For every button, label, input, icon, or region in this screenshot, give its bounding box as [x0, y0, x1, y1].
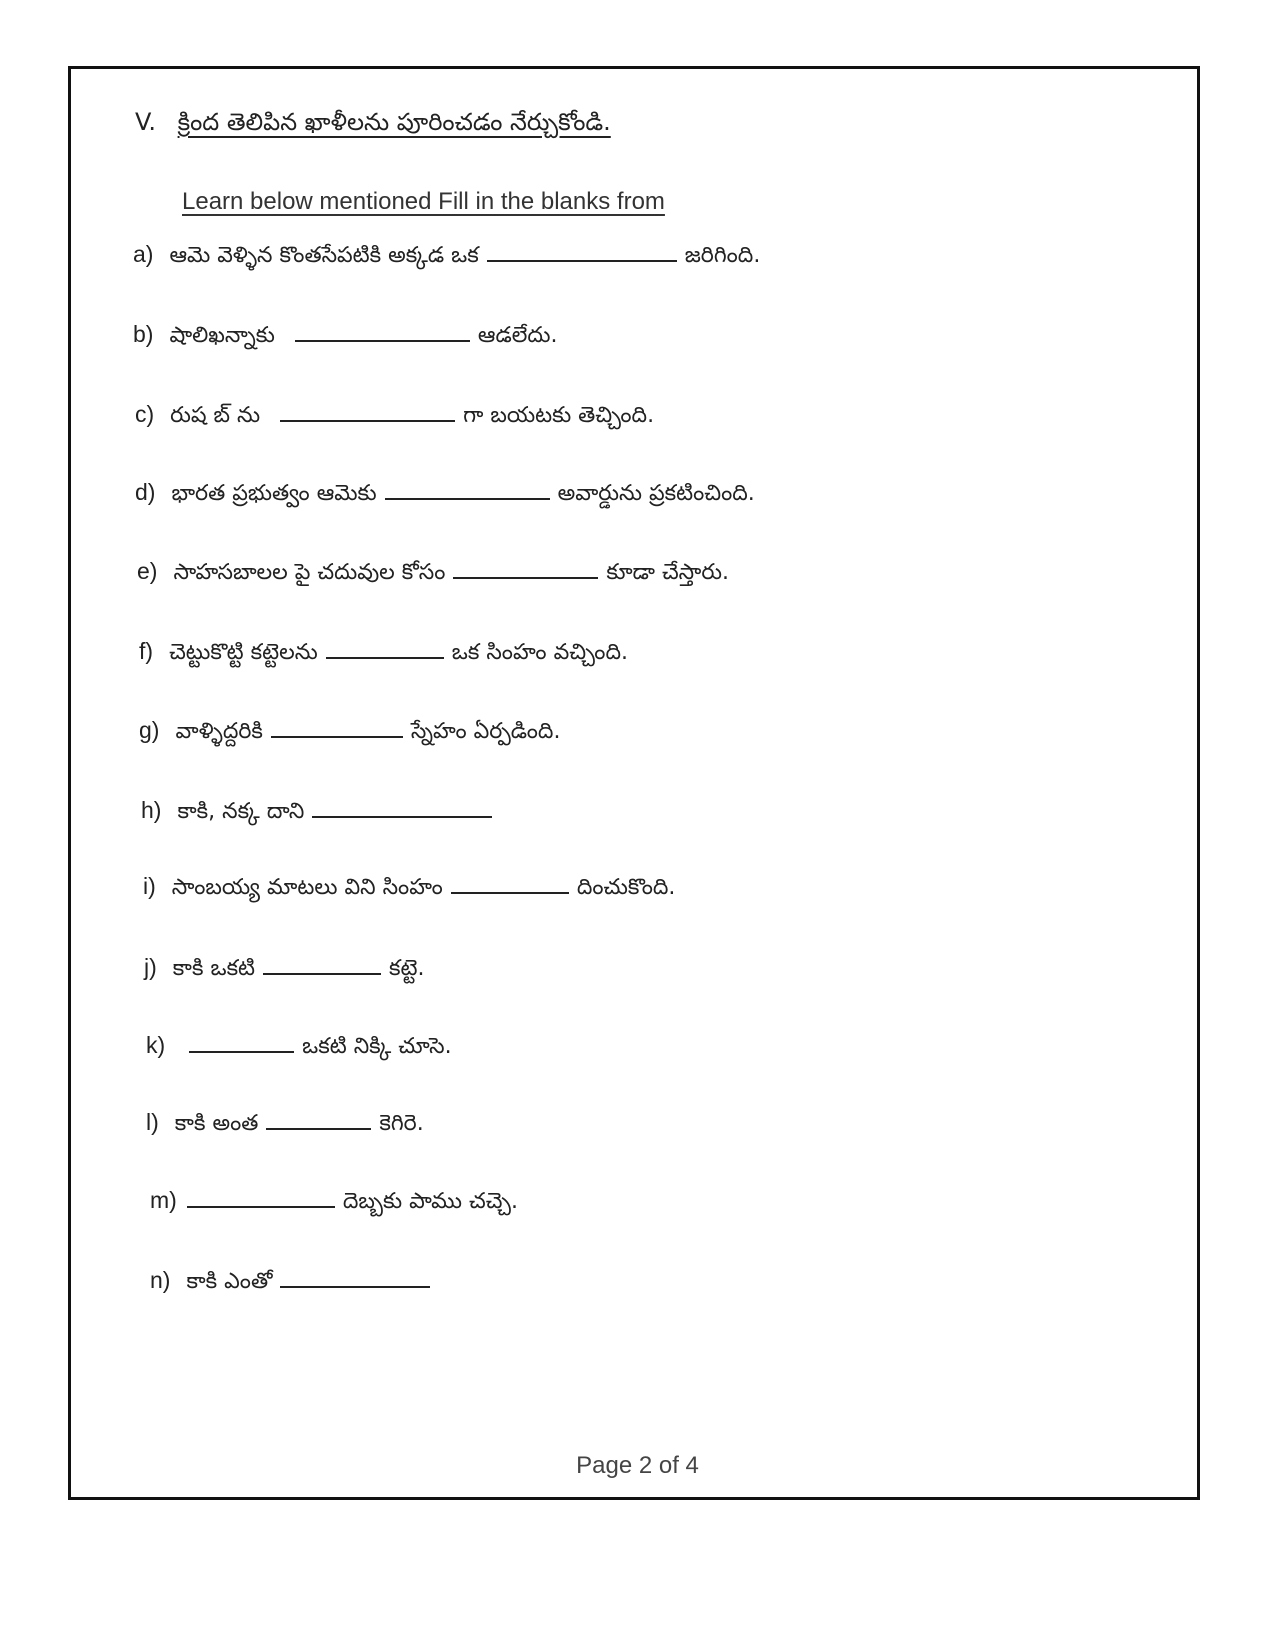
section-title-english: Learn below mentioned Fill in the blanks from	[182, 188, 665, 215]
section-title-telugu: క్రింద తెలిపిన ఖాళీలను పూరించడం నేర్చుకోండి.	[177, 108, 611, 136]
section-heading	[135, 108, 611, 142]
question-n: n) కాకి ఎంతో	[150, 1266, 438, 1299]
blank-m[interactable]	[187, 1186, 335, 1208]
blank-i[interactable]	[451, 872, 569, 894]
section-number: V.	[135, 108, 156, 136]
blank-h[interactable]	[312, 796, 492, 818]
question-b: b) షాలిఖన్నాకు ఆడలేదు.	[133, 321, 558, 348]
question-k: k) ఒకటి నిక్కి చూసె.	[146, 1032, 452, 1059]
question-h: h) కాకి, నక్క దాని	[141, 796, 500, 829]
question-c: c) రుష బ్ ను గా బయటకు తెచ్చింది.	[135, 401, 655, 428]
blank-n[interactable]	[280, 1266, 430, 1288]
question-f: f) చెట్టుకొట్టి కట్టెలను ఒక సింహం వచ్చింది.	[139, 638, 628, 665]
blank-c[interactable]	[280, 400, 455, 422]
blank-k[interactable]	[189, 1031, 294, 1053]
blank-f[interactable]	[326, 637, 444, 659]
question-a: a) ఆమె వెళ్ళిన కొంతసేపటికి అక్కడ ఒక జరిగింది.	[133, 241, 761, 268]
blank-b[interactable]	[295, 320, 470, 342]
blank-l[interactable]	[266, 1108, 371, 1130]
blank-d[interactable]	[385, 478, 550, 500]
question-l: l) కాకి అంత కెగిరె.	[146, 1109, 424, 1136]
question-i: i) సాంబయ్య మాటలు విని సింహం దించుకొంది.	[143, 873, 676, 900]
question-m: m) దెబ్బకు పాము చచ్చె.	[150, 1187, 518, 1214]
question-j: j) కాకి ఒకటి కట్టె.	[144, 954, 425, 981]
blank-j[interactable]	[263, 953, 381, 975]
blank-a[interactable]	[487, 240, 677, 262]
blank-e[interactable]	[453, 557, 598, 579]
page-number: Page 2 of 4	[576, 1452, 699, 1479]
question-g: g) వాళ్ళిద్దరికి స్నేహం ఏర్పడింది.	[139, 717, 561, 744]
question-e: e) సాహసబాలల పై చదువుల కోసం కూడా చేస్తారు.	[137, 558, 730, 585]
question-d: d) భారత ప్రభుత్వం ఆమెకు అవార్డును ప్రకటించింది.	[135, 479, 755, 506]
blank-g[interactable]	[271, 716, 403, 738]
